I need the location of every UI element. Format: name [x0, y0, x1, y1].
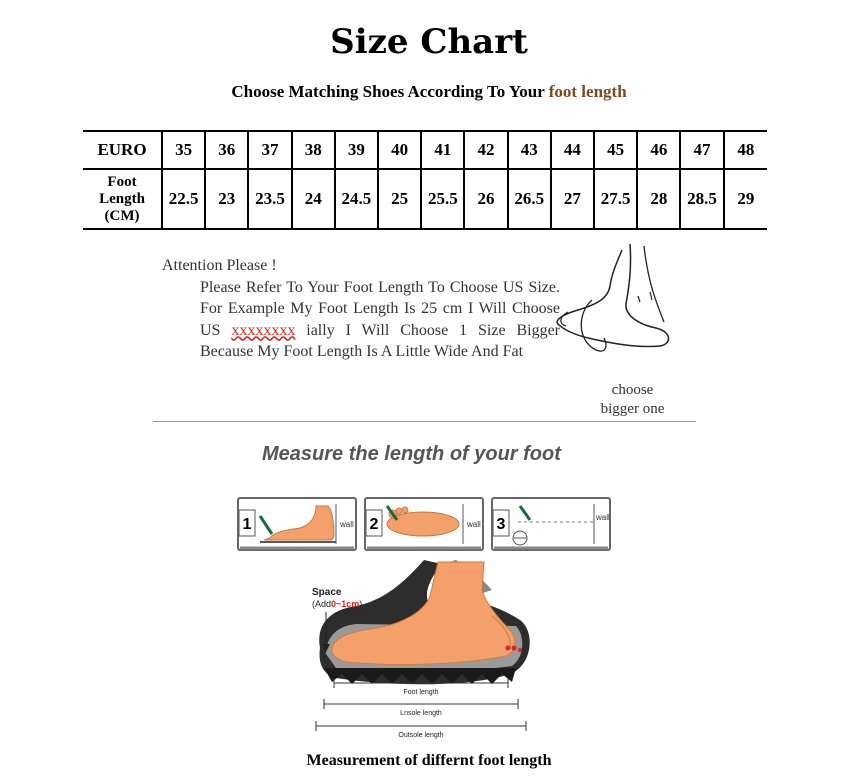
foot-length-header-line: Foot — [107, 173, 137, 190]
euro-size-cell: 38 — [292, 131, 335, 169]
foot-length-label: Foot length — [403, 689, 439, 696]
diagram-caption: Measurement of differnt foot length — [306, 752, 552, 769]
foot-length-header-line: Length — [99, 190, 145, 207]
euro-size-cell: 35 — [162, 131, 205, 169]
attention-heading: Attention Please ! — [162, 257, 277, 274]
euro-size-cell: 42 — [464, 131, 507, 169]
foot-length-row — [83, 169, 767, 229]
space-close: ) — [359, 599, 363, 609]
attention-text-2: ially I Will Choose 1 Size Bigger Because My Foot Length Is A Little Wide And Fat — [200, 321, 561, 360]
euro-header: EURO — [83, 131, 162, 169]
foot-length-cell: 22.5 — [162, 169, 205, 229]
wall-label: wall — [596, 513, 610, 522]
page-title: Size Chart — [330, 22, 528, 62]
foot-length-cell: 26 — [464, 169, 507, 229]
euro-size-cell: 40 — [378, 131, 421, 169]
insole-length-label: Lnsole length — [400, 710, 442, 717]
space-label: Space — [312, 587, 342, 598]
step-number: 3 — [496, 516, 506, 533]
foot-length-cell: 27.5 — [594, 169, 637, 229]
step-number: 2 — [369, 516, 379, 533]
euro-size-cell: 45 — [594, 131, 637, 169]
size-table — [83, 130, 767, 230]
step-1 — [238, 498, 356, 550]
choose-line: bigger one — [600, 401, 665, 417]
measure-steps — [236, 496, 614, 552]
foot-length-cell: 24 — [292, 169, 335, 229]
subtitle-highlight: foot length — [548, 82, 627, 101]
euro-row — [83, 131, 767, 169]
euro-size-cell: 48 — [724, 131, 767, 169]
euro-size-cell: 44 — [551, 131, 594, 169]
foot-length-cell: 28.5 — [680, 169, 723, 229]
subtitle — [0, 82, 858, 102]
euro-size-cell: 37 — [248, 131, 291, 169]
foot-length-cell: 25.5 — [421, 169, 464, 229]
euro-size-cell: 47 — [680, 131, 723, 169]
foot-sketch-icon — [548, 242, 678, 372]
choose-line: choose — [611, 382, 654, 398]
attention-body — [162, 277, 560, 363]
foot-length-cell: 29 — [724, 169, 767, 229]
outsole-length-label: Outsole length — [398, 732, 444, 739]
foot-length-cell: 27 — [551, 169, 594, 229]
foot-length-cell: 25 — [378, 169, 421, 229]
subtitle-prefix: Choose Matching Shoes According To Your — [231, 82, 549, 101]
foot-length-cell: 28 — [637, 169, 680, 229]
step-2 — [365, 498, 483, 550]
space-range: 0~1cm — [331, 599, 360, 609]
euro-size-cell: 46 — [637, 131, 680, 169]
foot-length-cell: 23 — [205, 169, 248, 229]
foot-length-header — [83, 169, 162, 229]
choose-bigger-label — [590, 381, 675, 419]
divider — [153, 421, 696, 422]
measure-title: Measure the length of your foot — [262, 443, 561, 465]
euro-size-cell: 39 — [335, 131, 378, 169]
step-3 — [492, 498, 610, 550]
foot-length-header-line: (CM) — [104, 207, 140, 224]
foot-length-cell: 24.5 — [335, 169, 378, 229]
space-add-label — [312, 599, 362, 609]
euro-size-cell: 36 — [205, 131, 248, 169]
attention-text-1: Please Refer To Your Foot Length To Choose US Size. For Example My Foot Length Is 25 cm I Will Choose US — [200, 278, 560, 339]
euro-size-cell: 43 — [508, 131, 551, 169]
space-add: (Add — [312, 599, 332, 609]
attention-note — [162, 255, 560, 363]
wall-label: wall — [340, 520, 354, 529]
foot-length-cell: 26.5 — [508, 169, 551, 229]
redacted-text: xxxxxxxx — [231, 321, 296, 339]
step-number: 1 — [242, 516, 252, 533]
foot-length-cell: 23.5 — [248, 169, 291, 229]
wall-label: wall — [467, 520, 481, 529]
euro-size-cell: 41 — [421, 131, 464, 169]
shoe-diagram — [306, 556, 534, 742]
